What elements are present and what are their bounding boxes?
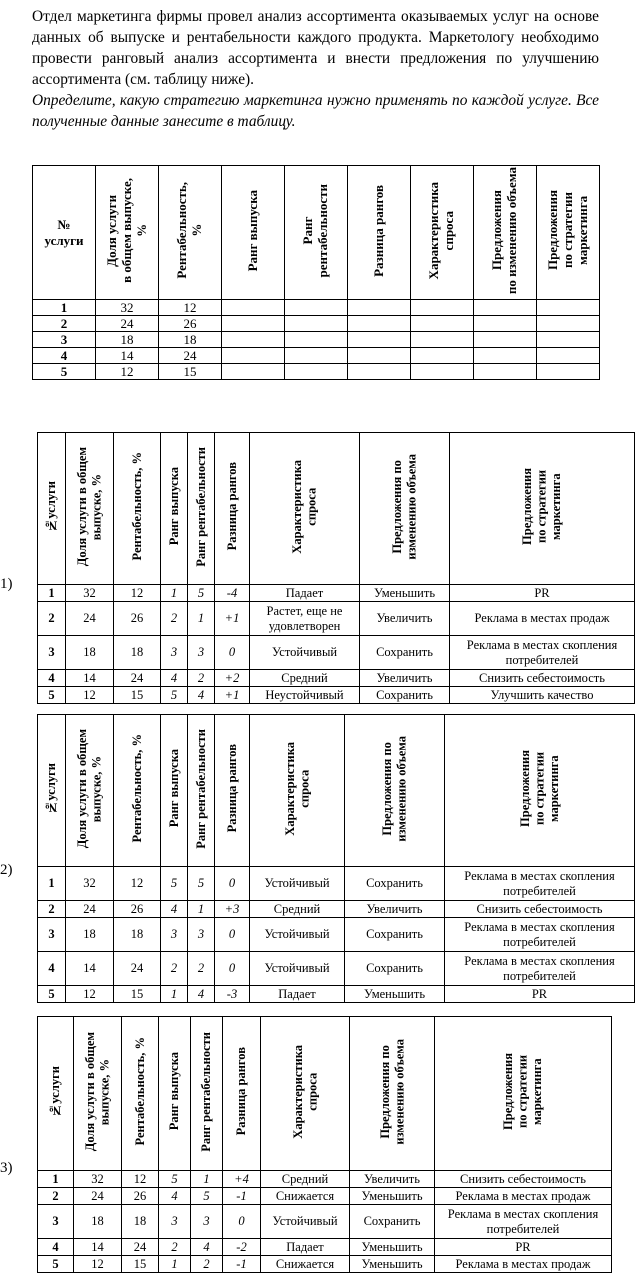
table-cell: 24 [96,316,159,332]
table-cell [222,316,285,332]
table-cell: 2 [159,1239,191,1256]
table-cell: 1 [161,986,188,1003]
header-cell: Доля услуги в общем выпуске, % [66,715,114,867]
task-text: Определите, какую стратегию маркетинга нужно применять по каждой услуге. Все полученные данные занесите в таблицу. [32,92,599,130]
header-cell: Ранг выпуска [222,166,285,300]
input-table [32,165,600,380]
header-cell: Ранг рентабельности [191,1017,223,1171]
table-cell: 5 [159,1171,191,1188]
table-cell: 12 [114,585,161,602]
table-cell: 4 [159,1188,191,1205]
table-cell: Падает [250,585,360,602]
header-cell: Разница рангов [215,433,250,585]
table-cell: Уменьшить [350,1188,435,1205]
table-cell: Средний [250,670,360,687]
option-3-label[interactable]: 3) [0,1160,13,1176]
header-cell: Предложения по стратегии маркетинга [435,1017,612,1171]
intro-paragraph: Отдел маркетинга фирмы провел анализ ассортимента оказываемых услуг на основе данных об выпуске и рентабельности каждого продукта. Маркетологу необходимо провести ранговый анализ ассортимента и внести предложения по улучшению ассортимента (см. таблицу ниже). [32,8,599,88]
table-cell: 26 [114,901,161,918]
table-cell: 1 [191,1171,223,1188]
table-cell: 1 [33,300,96,316]
option-3-table[interactable] [37,1016,612,1273]
table-cell: PR [445,986,635,1003]
table-cell: 4 [38,670,66,687]
problem-statement [32,6,599,132]
table-row [38,585,635,602]
table-cell [222,332,285,348]
table-cell: +4 [223,1171,261,1188]
table-cell: 3 [188,918,215,952]
table-row [38,986,635,1003]
table-cell: 2 [161,602,188,636]
table-cell [537,364,600,380]
table-row [33,316,600,332]
header-cell: Характеристика спроса [250,433,360,585]
table-cell: 3 [38,1205,74,1239]
table-cell: Реклама в местах скопления потребителей [445,867,635,901]
header-cell: Доля услуги в общем выпуске, % [74,1017,122,1171]
table-cell: Реклама в местах продаж [450,602,635,636]
table-cell: 24 [66,901,114,918]
table-cell: 5 [161,687,188,704]
table-cell [285,364,348,380]
table-cell: -1 [223,1256,261,1273]
table-cell: 24 [66,602,114,636]
table-cell [348,300,411,316]
table-cell: +2 [215,670,250,687]
table-cell: PR [450,585,635,602]
table-cell: 2 [188,670,215,687]
table-cell: Устойчивый [250,636,360,670]
table-cell [537,332,600,348]
table-cell: -4 [215,585,250,602]
table-cell: 2 [38,1188,74,1205]
table-cell: 5 [191,1188,223,1205]
table-cell: 3 [161,918,188,952]
header-cell: Разница рангов [215,715,250,867]
header-cell: Рентабельность, % [159,166,222,300]
table-cell: 4 [33,348,96,364]
table-cell: Снижается [261,1188,350,1205]
table-row [38,1171,612,1188]
table-cell: Снизить себестоимость [450,670,635,687]
table-cell: 3 [159,1205,191,1239]
table-cell [474,348,537,364]
table-cell: 2 [191,1256,223,1273]
table-row [38,602,635,636]
table-cell: 5 [188,867,215,901]
table-cell [285,316,348,332]
input-table-header [33,166,600,300]
table-cell: Средний [261,1171,350,1188]
table-cell: 1 [159,1256,191,1273]
table-cell: Увеличить [360,602,450,636]
table-cell: 12 [159,300,222,316]
table-cell: 3 [161,636,188,670]
table-cell [348,364,411,380]
table-cell: 14 [66,952,114,986]
table-cell: 24 [74,1188,122,1205]
table-cell: 12 [66,986,114,1003]
table-cell: 15 [122,1256,159,1273]
table-cell: Сохранить [360,687,450,704]
table-cell: 4 [191,1239,223,1256]
header-cell: №услуги [38,715,66,867]
header-cell: Ранг рентабельности [188,715,215,867]
header-cell: Предложения по изменению объема [345,715,445,867]
table-cell: 12 [74,1256,122,1273]
header-cell: Ранг рентабельности [285,166,348,300]
table-cell: Сохранить [360,636,450,670]
table-cell: 2 [188,952,215,986]
table-cell: 18 [114,636,161,670]
header-cell: Рентабельность, % [122,1017,159,1171]
table-cell: 24 [159,348,222,364]
table-cell: 4 [188,687,215,704]
table-cell: Увеличить [350,1171,435,1188]
table-cell: 24 [114,952,161,986]
table-cell: 26 [122,1188,159,1205]
table-row [38,636,635,670]
table-row [38,867,635,901]
table-cell [537,316,600,332]
table-cell: +1 [215,602,250,636]
table-cell: Увеличить [345,901,445,918]
header-cell: Доля услуги в общем выпуске, % [96,166,159,300]
table-cell: Снизить себестоимость [445,901,635,918]
header-cell: Предложения по изменению объема [474,166,537,300]
option-table-header [38,433,635,585]
table-cell: 18 [159,332,222,348]
table-cell: 2 [38,901,66,918]
table-cell: 14 [96,348,159,364]
table-cell: 5 [38,1256,74,1273]
table-cell: 18 [122,1205,159,1239]
table-cell: 2 [38,602,66,636]
table-cell: 12 [122,1171,159,1188]
table-cell: 15 [114,687,161,704]
option-2-label[interactable]: 2) [0,862,13,878]
table-cell: 4 [38,952,66,986]
table-cell: 3 [188,636,215,670]
table-cell: 1 [161,585,188,602]
table-cell: 26 [159,316,222,332]
table-cell: 0 [215,952,250,986]
table-cell: Сохранить [345,867,445,901]
option-table-header [38,1017,612,1171]
table-cell: Реклама в местах скопления потребителей [445,952,635,986]
table-cell: 14 [66,670,114,687]
table-row [33,364,600,380]
table-cell [474,300,537,316]
header-cell: Характеристика спроса [250,715,345,867]
table-row [38,901,635,918]
table-cell: Средний [250,901,345,918]
table-cell: Снизить себестоимость [435,1171,612,1188]
table-cell: -1 [223,1188,261,1205]
table-cell: 3 [33,332,96,348]
header-cell: Ранг выпуска [161,433,188,585]
option-table-header [38,715,635,867]
table-cell: Снижается [261,1256,350,1273]
table-cell: Падает [250,986,345,1003]
header-cell: Доля услуги в общем выпуске, % [66,433,114,585]
table-cell: 32 [66,585,114,602]
table-cell: Реклама в местах скопления потребителей [445,918,635,952]
table-cell: 24 [114,670,161,687]
table-row [38,1188,612,1205]
table-cell: Неустойчивый [250,687,360,704]
table-cell: +3 [215,901,250,918]
header-cell: Рентабельность, % [114,433,161,585]
header-cell: Рентабельность, % [114,715,161,867]
table-cell: 2 [33,316,96,332]
table-cell [348,348,411,364]
table-cell: Устойчивый [250,867,345,901]
table-row [38,1256,612,1273]
table-cell: 18 [96,332,159,348]
table-cell: Падает [261,1239,350,1256]
header-cell: Предложения по изменению объема [360,433,450,585]
table-cell: 1 [188,602,215,636]
header-cell: Предложения по изменению объема [350,1017,435,1171]
table-cell: 12 [96,364,159,380]
table-cell: 5 [33,364,96,380]
table-cell [537,348,600,364]
table-cell: Увеличить [360,670,450,687]
table-cell: Сохранить [350,1205,435,1239]
table-cell: 32 [74,1171,122,1188]
table-cell: 3 [38,918,66,952]
table-cell [474,316,537,332]
table-cell: 5 [38,986,66,1003]
table-cell [222,348,285,364]
table-cell [348,332,411,348]
table-cell [222,300,285,316]
table-cell: -3 [215,986,250,1003]
table-cell: 2 [161,952,188,986]
table-cell: 18 [74,1205,122,1239]
table-cell: -2 [223,1239,261,1256]
table-cell: Реклама в местах продаж [435,1188,612,1205]
header-cell: Предложения по стратегии маркетинга [450,433,635,585]
table-cell: Реклама в местах продаж [435,1256,612,1273]
table-cell: Сохранить [345,952,445,986]
table-cell: 0 [215,918,250,952]
header-cell: № услуги [33,166,96,300]
table-cell [411,300,474,316]
table-cell: Растет, еще не удовлетворен [250,602,360,636]
table-row [38,687,635,704]
table-cell: 1 [38,867,66,901]
option-1-table[interactable] [37,432,635,704]
table-row [38,918,635,952]
table-cell: Уменьшить [345,986,445,1003]
table-cell [474,332,537,348]
header-cell: Предложения по стратегии маркетинга [537,166,600,300]
header-cell: Разница рангов [223,1017,261,1171]
table-row [38,1205,612,1239]
table-cell [537,300,600,316]
header-cell: Ранг выпуска [161,715,188,867]
table-cell: Устойчивый [250,918,345,952]
table-row [38,952,635,986]
table-cell: 3 [191,1205,223,1239]
header-cell: Характеристика спроса [411,166,474,300]
table-cell: 0 [223,1205,261,1239]
header-cell: Ранг рентабельности [188,433,215,585]
table-cell: 32 [66,867,114,901]
table-cell: 4 [188,986,215,1003]
table-cell: 26 [114,602,161,636]
header-cell: Разница рангов [348,166,411,300]
table-row [38,670,635,687]
table-cell [348,316,411,332]
table-row [33,332,600,348]
table-cell: 24 [122,1239,159,1256]
table-cell: 5 [161,867,188,901]
table-cell: 14 [74,1239,122,1256]
table-cell: Устойчивый [250,952,345,986]
header-cell: Характеристика спроса [261,1017,350,1171]
table-cell: 1 [188,901,215,918]
header-cell: №услуги [38,433,66,585]
header-cell: Ранг выпуска [159,1017,191,1171]
table-cell: 32 [96,300,159,316]
table-cell: Уменьшить [360,585,450,602]
header-cell: №услуги [38,1017,74,1171]
table-cell: PR [435,1239,612,1256]
table-row [38,1239,612,1256]
table-row [33,300,600,316]
table-cell: 18 [66,918,114,952]
table-cell: 15 [159,364,222,380]
table-cell [411,364,474,380]
table-cell [474,364,537,380]
table-cell: 1 [38,1171,74,1188]
table-cell: 18 [114,918,161,952]
table-cell: 4 [161,670,188,687]
table-cell: Уменьшить [350,1239,435,1256]
table-cell: 15 [114,986,161,1003]
table-cell: 5 [38,687,66,704]
table-cell: Сохранить [345,918,445,952]
table-cell [222,364,285,380]
table-cell: 12 [114,867,161,901]
table-cell [285,348,348,364]
table-cell: 12 [66,687,114,704]
table-cell [411,348,474,364]
table-cell: 3 [38,636,66,670]
table-cell: 0 [215,636,250,670]
table-cell: 18 [66,636,114,670]
table-cell: Реклама в местах скопления потребителей [435,1205,612,1239]
table-cell: 5 [188,585,215,602]
table-cell: +1 [215,687,250,704]
table-cell [411,332,474,348]
option-1-label[interactable]: 1) [0,576,13,592]
table-cell: 0 [215,867,250,901]
table-cell: 4 [161,901,188,918]
table-row [33,348,600,364]
table-cell [285,300,348,316]
table-cell: Улучшить качество [450,687,635,704]
table-cell: 1 [38,585,66,602]
table-cell: Устойчивый [261,1205,350,1239]
table-cell [285,332,348,348]
table-cell: Реклама в местах скопления потребителей [450,636,635,670]
table-cell [411,316,474,332]
table-cell: 4 [38,1239,74,1256]
table-cell: Уменьшить [350,1256,435,1273]
header-cell: Предложения по стратегии маркетинга [445,715,635,867]
option-2-table[interactable] [37,714,635,1003]
